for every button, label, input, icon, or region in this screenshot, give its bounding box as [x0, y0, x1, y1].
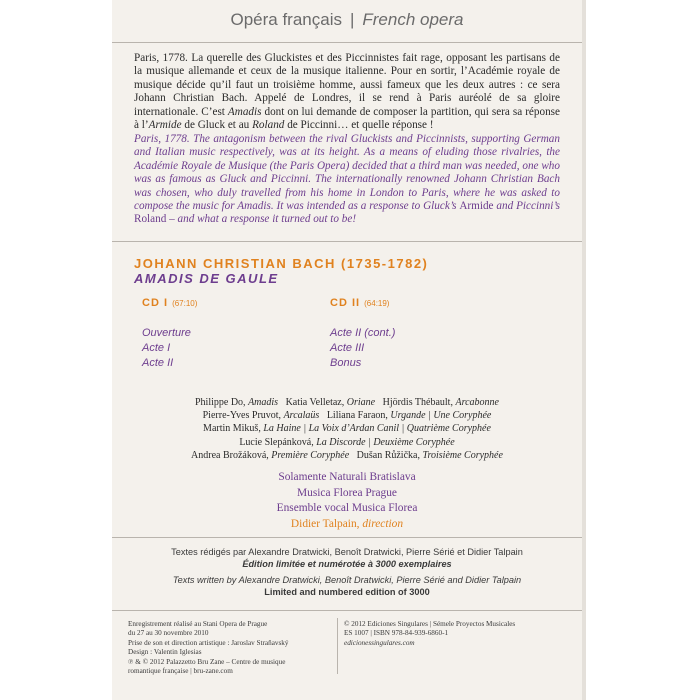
composer-title: JOHANN CHRISTIAN BACH (1735-1782) — [134, 256, 429, 271]
ensemble-musica-florea: Musica Florea Prague — [297, 486, 397, 499]
cast-line: Martin Mikuš, La Haine | La Voix d’Ardan Canil | Quatrième Coryphée — [203, 423, 491, 435]
footer-column-divider — [337, 618, 338, 674]
publisher-info: © 2012 Ediciones Singulares | Sémele Proyectos Musicales ES 1007 | ISBN 978-84-939-6860-1 edicionessingulares.com — [344, 620, 516, 647]
cd2-item: Bonus — [330, 357, 362, 369]
ensemble-vocal: Ensemble vocal Musica Florea — [276, 502, 418, 515]
cd2-item: Acte II (cont.) — [330, 327, 396, 339]
header-divider — [112, 42, 582, 43]
series-label-fr: Opéra français — [230, 10, 342, 29]
cast-line: Pierre-Yves Pruvot, Arcalaüs Liliana Faraon, Urgande | Une Coryphée — [202, 410, 492, 422]
booklet-page — [112, 0, 582, 700]
cd2-item: Acte III — [330, 342, 365, 354]
recording-info: Enregistrement réalisé au Stani Opera de Prague du 27 au 30 novembre 2010 Prise de son et direction artistique : Jaroslav Straňavský Design : Valentin Iglesias ℗ & © 2012 Palazzetto Bru Zane – Centre de musique romantique française | bru-zane.com — [128, 620, 289, 676]
conductor: Didier Talpain, direction — [290, 517, 404, 530]
cd1-item: Acte I — [142, 342, 171, 354]
cast-list — [134, 396, 560, 462]
cd2-tracklist — [330, 326, 500, 371]
cd2-title: CD II (64:19) — [330, 297, 390, 309]
page-edge-shadow — [582, 0, 586, 700]
cd1-tracklist — [142, 326, 312, 371]
series-label-en: French opera — [362, 10, 464, 29]
ensembles — [134, 470, 560, 532]
series-header — [112, 10, 582, 30]
cd1-block — [142, 297, 312, 371]
intro-english: Paris, 1778. The antagonism between the rival Gluckists and Piccinnists, supporting German and Italian music respectively, was at its height. As a means of eluding those rivalries, the Académie Royale de Musique (the Paris Opera) decided that a third man was needed, one who was as famous as Gluck and Piccinni. The internationally renowned Johann Christian Bach was chosen, who duly travelled from his home in London to Paris, where he was asked to compose the music for Amadis. It was intended as a response to Gluck’s Armide and Piccinni’s Roland – and what a response it turned out to be! — [134, 133, 561, 226]
credits-english: Texts written by Alexandre Dratwicki, Benoît Dratwicki, Pierre Sérié and Didier Talpain Limited and numbered edition of 3000 — [172, 575, 522, 597]
cast-line: Lucie Slepánková, La Discorde | Deuxième Coryphée — [239, 436, 455, 448]
cast-line: Philippe Do, Amadis Katia Velletaz, Oriane Hjördis Thébault, Arcabonne — [195, 397, 499, 408]
cd1-item: Acte II — [142, 357, 174, 369]
cd1-title: CD I (67:10) — [142, 297, 198, 309]
ensemble-orchestra: Solamente Naturali Bratislava — [278, 471, 416, 483]
intro-french: Paris, 1778. La querelle des Gluckistes et des Piccinnistes fait rage, opposant les partisans de la musique allemande et ceux de la musique italienne. Pour en sortir, l’Académie royale de musique décide qu’il faut un troisième homme, aussi fameux que les deux autres : ce sera Johann Christian Bach. Appelé de Londres, il se rend à Paris auréolé de sa gloire internationale. C’est Amadis dont on lui demande de composer la partition, qui sera sa réponse à l’Armide de Gluck et au Roland de Piccinni… et quelle réponse ! — [134, 52, 560, 132]
cd1-item: Ouverture — [142, 327, 191, 339]
footer-divider — [112, 610, 582, 611]
credits-french: Textes rédigés par Alexandre Dratwicki, Benoît Dratwicki, Pierre Sérié et Didier Talpain Édition limitée et numérotée à 3000 exemplaires — [171, 547, 523, 569]
work-title: AMADIS DE GAULE — [134, 271, 279, 286]
cd2-block — [330, 297, 500, 371]
series-separator: | — [349, 10, 355, 29]
cast-line: Andrea Brožáková, Première Coryphée Dušan Růžička, Troisième Coryphée — [191, 449, 503, 461]
credits-divider — [112, 537, 582, 538]
intro-divider — [112, 241, 582, 242]
